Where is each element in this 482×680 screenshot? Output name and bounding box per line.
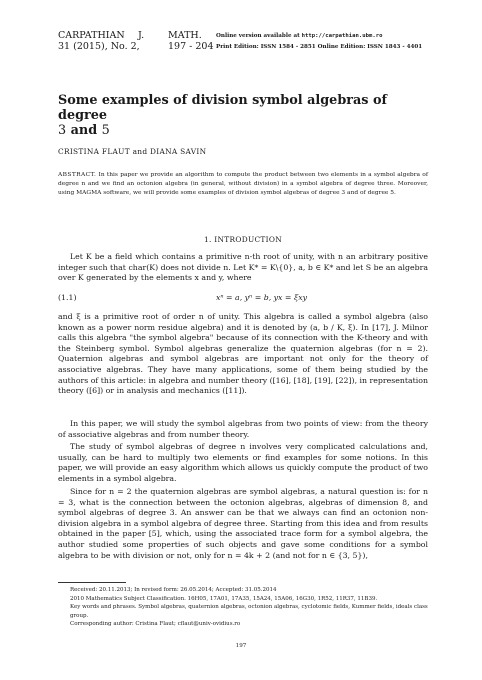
intro-paragraph-2 xyxy=(58,312,428,397)
intro-paragraph-5 xyxy=(58,487,428,561)
print-edition: Print Edition: ISSN 1584 - 2851 Online Edition: ISSN 1843 - 4401 xyxy=(216,44,423,50)
intro-paragraph-4 xyxy=(58,442,428,484)
journal-volume: 31 (2015), No. 2, xyxy=(58,41,140,52)
equation-number: (1.1) xyxy=(58,293,77,302)
authors: CRISTINA FLAUT and DIANA SAVIN xyxy=(58,147,207,156)
equation-1-1 xyxy=(58,293,428,304)
title-line-1: Some examples of division symbol algebras of degree xyxy=(58,93,387,123)
intro-paragraph-3 xyxy=(58,419,428,440)
journal-pages: 197 - 204 xyxy=(168,41,214,52)
paragraph-text: and ξ is a primitive root of order n of unity. This algebra is called a symbol algebra (also known as a power norm residue algebra) and it is denoted by (a, b / K, ξ). In [17], J. Milnor calls this algebra "the symbol algebra" because of its connection with the K-theory and with the Steinberg symbol. Symbol algebras generalize the quaternion algebras (for n = 2). Quaternion algebras and symbol algebras are important not only for the theory of associative algebras. They have many applications, some of them being studied by the authors of this article: in algebra and number theory ([16], [18], [19], [22]), in representation theory ([6]) or in analysis and mechanics ([11]). xyxy=(58,312,428,396)
title-degree-5: 5 xyxy=(101,123,110,138)
abstract-label: ABSTRACT. xyxy=(58,172,97,178)
abstract-text: In this paper we provide an algorithm to compute the product between two elements in a symbol algebra of degree n and we find an octonion algebra (in general, without division) in a symbol algebra of degree three. Moreover, using MAGMA software, we will provide some examples of division symbol algebras of degree 3 and of degree 5. xyxy=(58,172,428,196)
journal-header xyxy=(58,30,438,60)
page-number: 197 xyxy=(235,643,247,649)
journal-name-1: CARPATHIAN xyxy=(58,30,125,41)
journal-name-3: MATH. xyxy=(168,30,202,41)
title-degree-3: 3 xyxy=(58,123,67,138)
paper-title xyxy=(58,93,438,138)
intro-paragraph-1 xyxy=(58,252,428,284)
msc-classification: 2010 Mathematics Subject Classification. 16H05, 17A01, 17A35, 15A24, 15A06, 16G30, 1R52, 11R37, 11B39. xyxy=(70,595,378,602)
footnotes xyxy=(58,586,428,629)
paragraph-text: Since for n = 2 the quaternion algebras are symbol algebras, a natural question is: for n = 3, what is the connection between the octonion algebras, algebras of dimension 8, and symbol algebras of degree 3. An answer can be that we always can find an octonion non-division algebra in a symbol algebra of degree three. Starting from this idea and from results obtained in the paper [5], which, using the associated trace form for a symbol algebra, the author studied some properties of such objects and gave some conditions for a symbol algebra to be with division or not, only for n = 4k + 2 (and not for n ∈ {3, 5}), xyxy=(58,487,428,560)
keywords: Key words and phrases. Symbol algebras, quaternion algebras, octonion algebras, cyclotomic fields, Kummer fields, ideals class group. xyxy=(70,604,428,619)
section-heading: 1. INTRODUCTION xyxy=(203,235,283,244)
paragraph-text: In this paper, we will study the symbol algebras from two points of view: from the theory of associative algebras and from number theory. xyxy=(58,419,428,439)
corresponding-author: Corresponding author: Cristina Flaut; cflaut@univ-ovidius.ro xyxy=(70,621,241,628)
abstract xyxy=(58,171,428,198)
edition-info xyxy=(216,31,422,53)
journal-name-2: J. xyxy=(138,30,145,41)
footnote-rule xyxy=(58,582,126,583)
journal-citation xyxy=(58,30,218,52)
received-dates: Received: 20.11.2013; In revised form: 26.05.2014; Accepted: 31.05.2014 xyxy=(70,587,277,593)
paragraph-text: The study of symbol algebras of degree n involves very complicated calculations and, usually, can be hard to multiply two elements or find examples for some notions. In this paper, we will provide an easy algorithm which allows us quickly compute the product of two elements in a symbol algebra. xyxy=(58,442,428,483)
online-url[interactable]: http://carpathian.ubm.ro xyxy=(301,33,383,39)
title-and: and xyxy=(70,123,98,138)
paragraph-text: Let K be a field which contains a primitive n-th root of unity, with n an arbitrary positive integer such that char(K) does not divide n. Let K* = K\{0}, a, b ∈ K* and let S be an algebra over K generated by the elements x and y, where xyxy=(58,252,428,283)
online-label: Online version available at xyxy=(216,33,300,39)
equation-expression: xⁿ = a, yⁿ = b, yx = ξxy xyxy=(216,293,308,302)
